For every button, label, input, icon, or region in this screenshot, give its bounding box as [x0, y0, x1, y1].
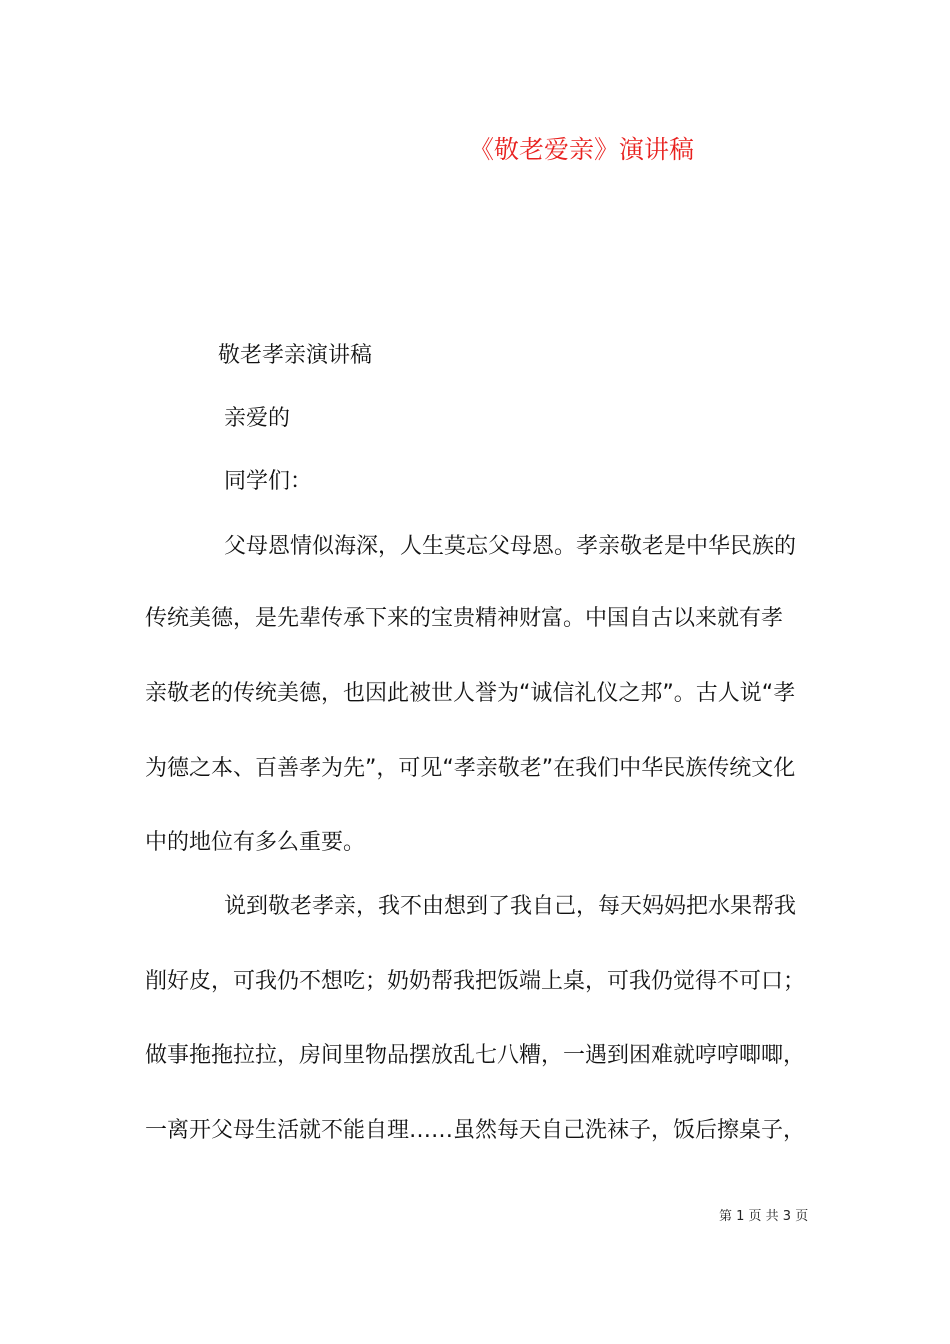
paragraph-line: 传统美德，是先辈传承下来的宝贵精神财富。中国自古以来就有孝	[145, 606, 784, 631]
speech-heading: 敬老孝亲演讲稿	[218, 343, 373, 368]
paragraph-line: 父母恩情似海深，人生莫忘父母恩。孝亲敬老是中华民族的	[224, 534, 797, 559]
paragraph-line: 说到敬老孝亲，我不由想到了我自己，每天妈妈把水果帮我	[224, 894, 797, 919]
greeting-line: 同学们：	[224, 469, 313, 494]
greeting-line: 亲爱的	[224, 406, 291, 431]
paragraph-line: 中的地位有多么重要。	[145, 830, 366, 855]
page-number-footer: 第 1 页 共 3 页	[719, 1209, 809, 1224]
paragraph-line: 削好皮，可我仍不想吃；奶奶帮我把饭端上桌，可我仍觉得不可口；	[145, 969, 806, 994]
paragraph-line: 一离开父母生活就不能自理……虽然每天自己洗袜子，饭后擦桌子，	[145, 1118, 806, 1143]
paragraph-line: 为德之本、百善孝为先”，可见“孝亲敬老”在我们中华民族传统文化	[145, 756, 796, 781]
paragraph-line: 亲敬老的传统美德，也因此被世人誉为“诚信礼仪之邦”。古人说“孝	[145, 681, 796, 706]
document-title: 《敬老爱亲》演讲稿	[469, 135, 695, 164]
paragraph-line: 做事拖拖拉拉，房间里物品摆放乱七八糟，一遇到困难就哼哼唧唧，	[145, 1043, 806, 1068]
